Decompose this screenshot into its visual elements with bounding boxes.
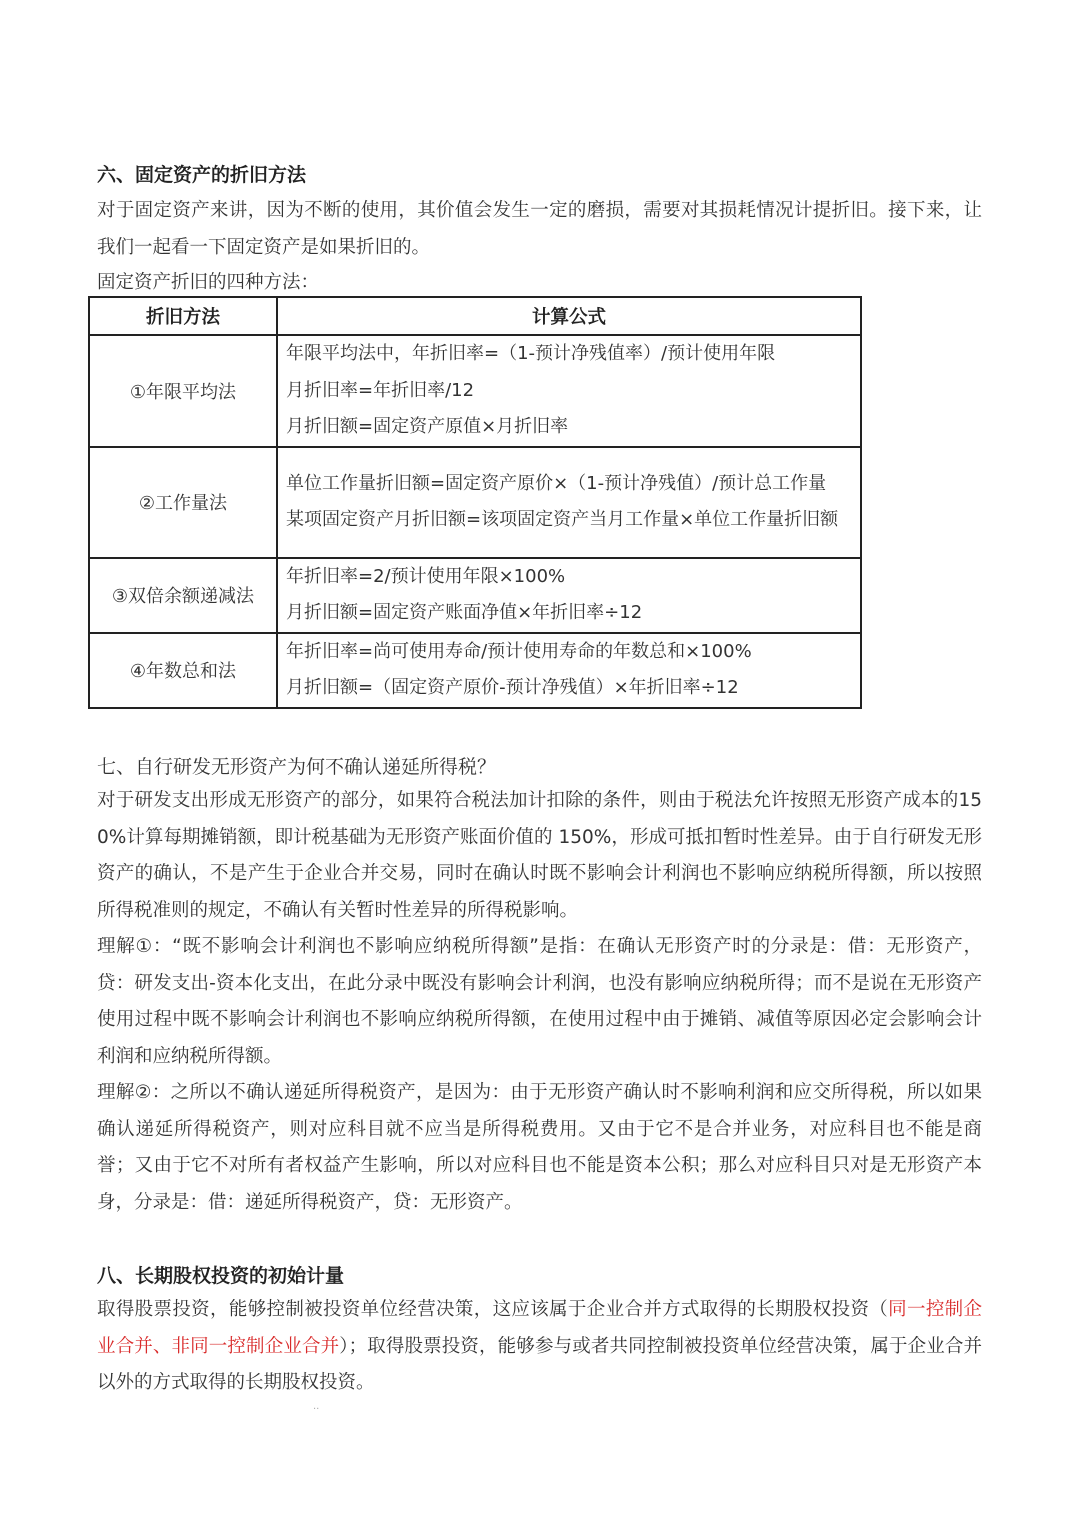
formula-line: 年折旧率=尚可使用寿命/预计使用寿命的年数总和×100%: [286, 640, 752, 662]
table-row: [89, 447, 861, 558]
formula-cell: [277, 558, 861, 633]
table-header-method: 折旧方法: [89, 297, 277, 335]
method-cell: ④年数总和法: [89, 633, 277, 708]
footer-mark: ··: [313, 1404, 320, 1415]
depreciation-table: [88, 296, 862, 709]
formula-line: 年限平均法中，年折旧率=（1-预计净残值率）/预计使用年限: [286, 343, 776, 364]
formula-line: 某项固定资产月折旧额=该项固定资产当月工作量×单位工作量折旧额: [286, 509, 839, 530]
formula-cell: [277, 633, 861, 708]
method-cell: ②工作量法: [89, 447, 277, 558]
formula-line: 单位工作量折旧额=固定资产原价×（1-预计净残值）/预计总工作量: [286, 472, 827, 494]
section-7-heading: 七、自行研发无形资产为何不确认递延所得税？: [97, 756, 497, 778]
table-row: [89, 335, 861, 447]
method-cell: ①年限平均法: [89, 335, 277, 447]
section-8-highlight: 同一控制企业合并、非同一控制企业合并: [97, 1299, 982, 1357]
formula-line: 年折旧率=2/预计使用年限×100%: [286, 565, 566, 587]
formula-line: 月折旧额=固定资产账面净值×年折旧率÷12: [286, 602, 643, 623]
method-cell: ③双倍余额递减法: [89, 558, 277, 633]
section-8-text-b: ）；取得股票投资，能够参与或者共同控制被投资单位经营决策，属于企业合并以外的方式取得的长期股权投资。: [97, 1335, 982, 1393]
formula-cell: [277, 335, 861, 447]
table-header-formula: 计算公式: [277, 297, 861, 335]
section-8-paragraph: [97, 1292, 982, 1402]
section-6-intro: 对于固定资产来讲，因为不断的使用，其价值会发生一定的磨损，需要对其损耗情况计提折旧。接下来，让我们一起看一下固定资产是如果折旧的。: [97, 200, 982, 258]
formula-line: 月折旧额=固定资产原值×月折旧率: [286, 416, 569, 437]
section-6-heading: 六、固定资产的折旧方法: [97, 164, 307, 186]
table-row: [89, 558, 861, 633]
table-row: [89, 633, 861, 708]
section-7-paragraph-1: 对于研发支出形成无形资产的部分，如果符合税法加计扣除的条件，则由于税法允许按照无形资产成本的150%计算每期摊销额，即计税基础为无形资产账面价值的 150%，形成可抵扣暂时性差异。由于自行研发无形资产的确认，不是产生于企业合并交易，同时在确认时既不影响会计利润也不影响应纳税所得额，所以按照所得税准则的规定，不确认有关暂时性差异的所得税影响。: [97, 790, 982, 921]
table-caption: 固定资产折旧的四种方法：: [97, 272, 320, 293]
table-header-row: [89, 297, 861, 335]
section-7-understanding-1: 理解①：“既不影响会计利润也不影响应纳税所得额”是指：在确认无形资产时的分录是：借：无形资产，贷：研发支出-资本化支出，在此分录中既没有影响会计利润，也没有影响应纳税所得；而不是说在无形资产使用过程中既不影响会计利润也不影响应纳税所得额，在使用过程中由于摊销、减值等原因必定会影响会计利润和应纳税所得额。: [97, 936, 982, 1067]
section-8-heading: 八、长期股权投资的初始计量: [97, 1265, 345, 1287]
formula-line: 月折旧额=（固定资产原价-预计净残值）×年折旧率÷12: [286, 677, 739, 698]
formula-line: 月折旧率=年折旧率/12: [286, 379, 475, 401]
section-7-understanding-2: 理解②：之所以不确认递延所得税资产，是因为：由于无形资产确认时不影响利润和应交所得税，所以如果确认递延所得税资产，则对应科目就不应当是所得税费用。又由于它不是合并业务，对应科目也不能是商誉；又由于它不对所有者权益产生影响，所以对应科目也不能是资本公积；那么对应科目只对是无形资产本身，分录是：借：递延所得税资产，贷：无形资产。: [97, 1082, 982, 1213]
formula-cell: [277, 447, 861, 558]
section-8-text-a: 取得股票投资，能够控制被投资单位经营决策，这应该属于企业合并方式取得的长期股权投资（: [97, 1299, 889, 1320]
